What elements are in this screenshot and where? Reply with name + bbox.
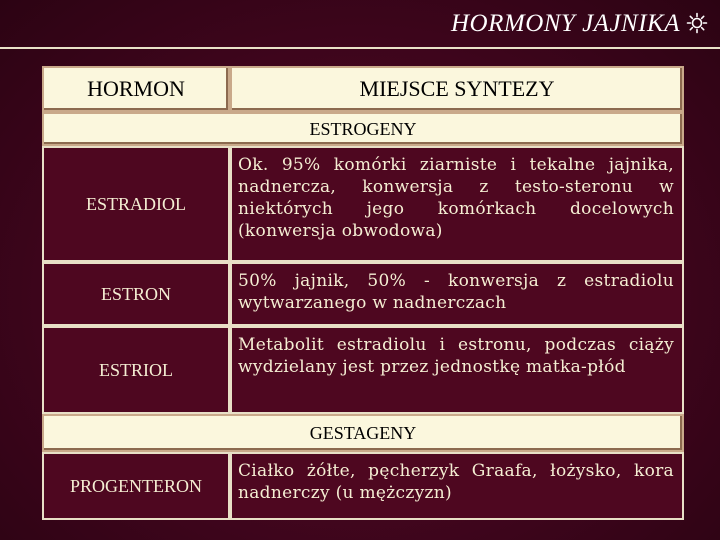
table-row-description-cell xyxy=(230,452,684,520)
hormone-name: ESTRIOL xyxy=(99,359,173,380)
section-label: GESTAGENY xyxy=(309,422,417,443)
table-row-name-cell xyxy=(42,146,230,262)
title-bar xyxy=(0,0,720,50)
hormone-name: ESTRADIOL xyxy=(86,193,186,214)
synthesis-description: Ciałko żółte, pęcherzyk Graafa, łożysko, kora nadnerczy (u mężczyzn) xyxy=(238,461,674,503)
header-hormone-cell xyxy=(42,66,230,112)
table-row-name-cell xyxy=(42,326,230,414)
sun-icon xyxy=(686,12,708,34)
header-hormone-label: HORMON xyxy=(87,76,185,101)
table-row-description-cell xyxy=(230,326,684,414)
table-row-description-cell xyxy=(230,262,684,326)
synthesis-description: 50% jajnik, 50% - konwersja z estradiolu wytwarzanego w nadnerczach xyxy=(238,271,674,313)
section-estrogeny xyxy=(42,112,684,146)
section-gestageny xyxy=(42,414,684,452)
title-divider xyxy=(0,47,720,49)
synthesis-description: Metabolit estradiolu i estronu, podczas ciąży wydzielany jest przez jednostkę matka-płód xyxy=(238,335,674,377)
section-label: ESTROGENY xyxy=(309,118,417,139)
hormone-name: ESTRON xyxy=(100,283,171,304)
table-row-name-cell xyxy=(42,452,230,520)
table-row-name-cell xyxy=(42,262,230,326)
synthesis-description: Ok. 95% komórki ziarniste i tekalne jajnika, nadnercza, konwersja z testo-steronu w niektórych jego komórkach docelowych (konwersja obwodowa) xyxy=(238,155,674,241)
header-synthesis-label: MIEJSCE SYNTEZY xyxy=(359,76,555,101)
header-synthesis-cell xyxy=(230,66,684,112)
hormone-name: PROGENTERON xyxy=(69,475,202,496)
table-row-description-cell xyxy=(230,146,684,262)
page-title: HORMONY JAJNIKA xyxy=(451,10,680,37)
